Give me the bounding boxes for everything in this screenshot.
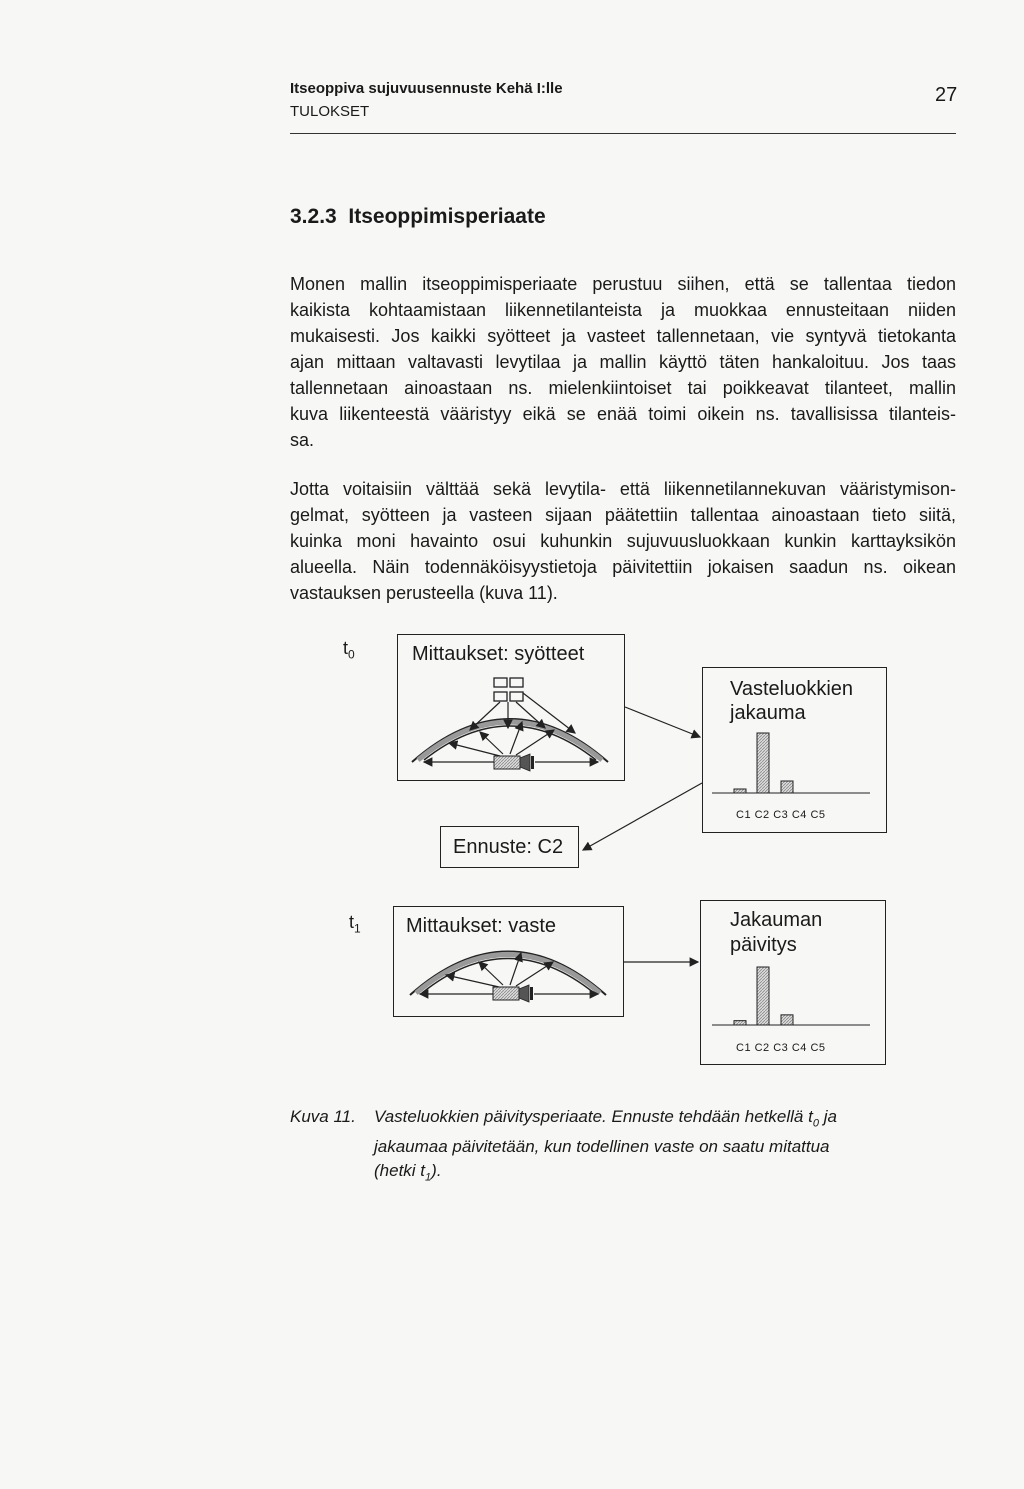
- detector-arrows: [470, 693, 575, 733]
- time-label-t0: $t_0$: [343, 638, 355, 662]
- arrow-inputs-to-distribution: [625, 707, 700, 737]
- camera-arrows: [420, 953, 598, 994]
- distribution-box: [702, 667, 887, 833]
- distribution-box-title-1: Vasteluokkien: [730, 678, 854, 700]
- running-header-title: Itseoppiva sujuvuusennuste Kehä I:lle: [290, 80, 563, 97]
- caption-number: Kuva 11.: [290, 1107, 356, 1126]
- detector-icon: [494, 678, 523, 701]
- distribution-axis-labels: C1 C2 C3 C4 C5: [736, 809, 826, 821]
- forecast-box: [440, 826, 579, 868]
- response-box-title: Mittaukset: vaste: [406, 915, 557, 937]
- section-heading: [290, 205, 546, 229]
- paragraph-2: [290, 476, 956, 606]
- paragraph-line: vastauksen perusteella (kuva 11).: [290, 583, 558, 603]
- paragraph-line: kuinka moni havainto osui kuhunkin sujuvuusluokkaan kunkin karttayksikön: [290, 531, 956, 551]
- paragraph-line: Jotta voitaisiin välttää sekä levytila- että liikennetilannekuvan vääristymison-: [290, 479, 956, 499]
- caption-text: [374, 1105, 914, 1190]
- camera-icon: [494, 754, 534, 771]
- update-box-title-2: päivitys: [730, 934, 797, 956]
- section-title: Itseoppimisperiaate: [348, 205, 546, 228]
- update-box-title-1: Jakauman: [730, 909, 823, 931]
- running-header-subtitle: TULOKSET: [290, 103, 370, 120]
- camera-icon: [493, 985, 533, 1002]
- inputs-box-title: Mittaukset: syötteet: [412, 643, 585, 665]
- paragraph-line: kuva liikenteestä vääristyy eikä se enää toimi oikein ns. tavallisissa tilanteis-: [290, 404, 956, 424]
- bar-c3: [781, 781, 793, 793]
- distribution-box-title-2: jakauma: [730, 702, 806, 724]
- caption-line-3: (hetki $t_1$).: [374, 1161, 442, 1184]
- time-label-t1: $t_1$: [349, 912, 361, 936]
- paragraph-line: sa.: [290, 430, 315, 450]
- bar-c2: [757, 733, 769, 793]
- paragraph-line: ajan mittaan valtavasti levytilaa ja mallin käyttö täten hankaloituu. Jos taas: [290, 352, 956, 372]
- forecast-box-title: Ennuste: C2: [453, 836, 564, 858]
- bar-c3: [781, 1015, 793, 1025]
- camera-arrows: [424, 722, 598, 762]
- arrow-distribution-to-forecast: [583, 783, 702, 850]
- paragraph-line: alueella. Näin todennäköisyystietoja päivitettiin jokaisen saadun ns. oikean: [290, 557, 956, 577]
- bar-c2: [757, 967, 769, 1025]
- bar-c1: [734, 789, 746, 793]
- road-arc-icon: [412, 719, 608, 762]
- bar-c1: [734, 1021, 746, 1025]
- update-box: [700, 900, 886, 1065]
- paragraph-line: Monen mallin itseoppimisperiaate perustuu siihen, että se tallentaa tiedon: [290, 274, 956, 294]
- caption-line-2: jakaumaa päivitetään, kun todellinen vaste on saatu mitattua: [374, 1137, 830, 1157]
- paragraph-line: kaikista kohtaamistaan liikennetilanteista ja muokkaa ennusteitaan niiden: [290, 300, 956, 320]
- page-number: 27: [935, 84, 958, 106]
- response-box: [393, 906, 624, 1017]
- paragraph-line: tallennetaan ainoastaan ns. mielenkiintoiset tai poikkeavat tilanteet, mallin: [290, 378, 956, 398]
- paragraph-line: gelmat, syötteen ja vasteen sijaan päätettiin tallentaa ainoastaan tieto siitä,: [290, 505, 956, 525]
- section-number: 3.2.3: [290, 205, 337, 228]
- distribution-bar-chart: [712, 733, 870, 793]
- header-divider: [290, 133, 956, 134]
- update-bar-chart: [712, 967, 870, 1025]
- road-arc-icon: [410, 952, 606, 996]
- paragraph-line: mukaisesti. Jos kaikki syötteet ja vasteet tallennetaan, vie syntyvä tietokanta: [290, 326, 956, 346]
- inputs-box: [397, 634, 625, 781]
- caption-line-1: Vasteluokkien päivitysperiaate. Ennuste tehdään hetkellä $t_0$ ja: [374, 1107, 837, 1130]
- update-axis-labels: C1 C2 C3 C4 C5: [736, 1042, 826, 1054]
- paragraph-1: [290, 271, 956, 453]
